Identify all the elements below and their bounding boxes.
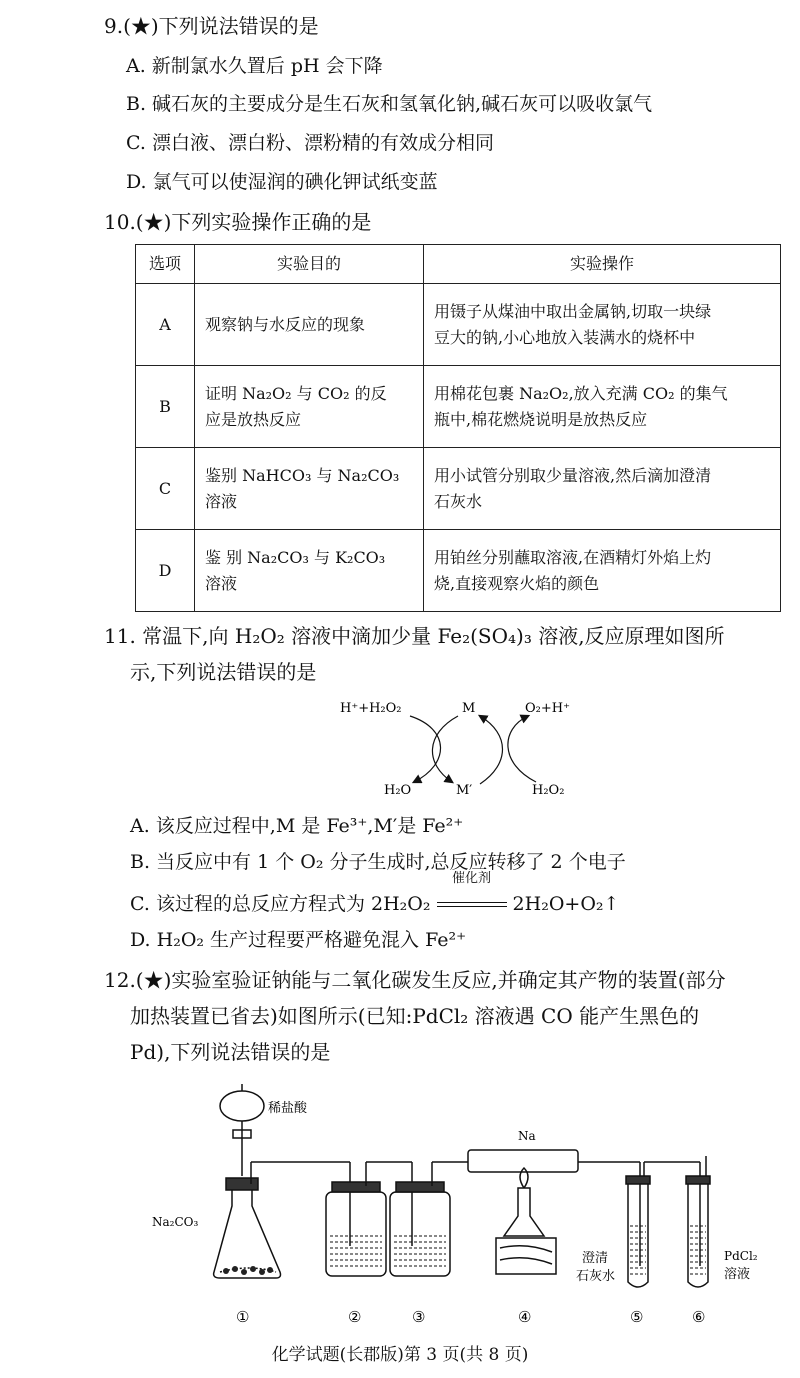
table-row [136, 448, 781, 530]
q9-title: 9.(★)下列说法错误的是 [104, 14, 319, 38]
q9-option-a: A. 新制氯水久置后 pH 会下降 [126, 55, 383, 77]
row-purpose: 鉴别 NaHCO₃ 与 Na₂CO₃ 溶液 [195, 448, 424, 530]
label-h2o: H₂O [384, 783, 412, 798]
apparatus-diagram [140, 1076, 780, 1336]
label-na2co3: Na₂CO₃ [152, 1215, 199, 1229]
row-option: D [136, 530, 195, 612]
lamp-stand [496, 1238, 556, 1274]
lamp-flame [520, 1168, 528, 1188]
row-purpose: 证明 Na₂O₂ 与 CO₂ 的反 应是放热反应 [195, 366, 424, 448]
arrow-left-to-h2o [410, 716, 441, 782]
header-purpose: 实验目的 [195, 245, 424, 284]
q12-line2: 加热装置已省去)如图所示(已知:PdCl₂ 溶液遇 CO 能产生黑色的 [130, 1004, 700, 1028]
header-option: 选项 [136, 245, 195, 284]
test-tube-pdcl2 [688, 1184, 708, 1287]
q11-option-a: A. 该反应过程中,M 是 Fe³⁺,M′是 Fe²⁺ [130, 815, 464, 837]
table-row [136, 530, 781, 612]
label-h-plus-h2o2: H⁺+H₂O₂ [340, 701, 402, 716]
q11-option-b: B. 当反应中有 1 个 O₂ 分子生成时,总反应转移了 2 个电子 [130, 851, 626, 873]
table-row [136, 284, 781, 366]
test-tube-limewater [628, 1184, 648, 1287]
q10-title: 10.(★)下列实验操作正确的是 [104, 210, 372, 234]
conical-flask [214, 1190, 281, 1278]
q12-line3: Pd),下列说法错误的是 [130, 1040, 331, 1064]
label-num-2: ② [348, 1308, 362, 1326]
q9-option-c: C. 漂白液、漂白粉、漂粉精的有效成分相同 [126, 132, 494, 154]
flask-stopper [226, 1178, 258, 1190]
wash-bottle-2 [390, 1192, 450, 1276]
arrow-h2o2-to-o2 [508, 716, 536, 782]
label-num-5: ⑤ [630, 1308, 644, 1326]
catalytic-cycle-diagram [340, 694, 620, 804]
row-option: B [136, 366, 195, 448]
arrow-m-prime-to-m [480, 716, 503, 784]
wash-bottle-1 [326, 1192, 386, 1276]
experiment-table [135, 244, 781, 612]
label-pdcl2-1: PdCl₂ [724, 1249, 758, 1263]
q9-option-b: B. 碱石灰的主要成分是生石灰和氢氧化钠,碱石灰可以吸收氯气 [126, 93, 653, 115]
q11-option-d: D. H₂O₂ 生产过程要严格避免混入 Fe²⁺ [130, 929, 467, 951]
row-purpose: 观察钠与水反应的现象 [195, 284, 424, 366]
header-operation: 实验操作 [424, 245, 781, 284]
label-num-3: ③ [412, 1308, 426, 1326]
q12-line1: 12.(★)实验室验证钠能与二氧化碳发生反应,并确定其产物的装置(部分 [104, 968, 726, 992]
page-footer: 化学试题(长郡版)第 3 页(共 8 页) [271, 1345, 529, 1365]
row-operation: 用小试管分别取少量溶液,然后滴加澄清 石灰水 [424, 448, 781, 530]
label-h2o2: H₂O₂ [532, 783, 565, 798]
label-m: M [462, 701, 476, 716]
label-limewater-2: 石灰水 [576, 1269, 616, 1284]
row-option: C [136, 448, 195, 530]
label-dilute-hcl: 稀盐酸 [268, 1101, 308, 1116]
label-num-6: ⑥ [692, 1308, 706, 1326]
label-na: Na [518, 1129, 536, 1143]
separatory-funnel [220, 1091, 264, 1121]
row-option: A [136, 284, 195, 366]
label-limewater-1: 澄清 [582, 1251, 609, 1266]
q11-option-c: C. 该过程的总反应方程式为 2H₂O₂ 催化剂 2H₂O+O₂↑ [130, 890, 619, 918]
table-header-row [136, 245, 781, 284]
label-pdcl2-2: 溶液 [724, 1267, 751, 1282]
row-operation: 用棉花包裹 Na₂O₂,放入充满 CO₂ 的集气 瓶中,棉花燃烧说明是放热反应 [424, 366, 781, 448]
catalyst-equals-sign: 催化剂 [437, 890, 507, 918]
row-operation: 用铂丝分别蘸取溶液,在酒精灯外焰上灼 烧,直接观察火焰的颜色 [424, 530, 781, 612]
label-o2-h-plus: O₂+H⁺ [525, 701, 570, 716]
label-num-4: ④ [518, 1308, 532, 1326]
arrow-m-to-m-prime [432, 716, 458, 782]
alcohol-lamp [504, 1188, 544, 1236]
label-m-prime: M′ [456, 783, 473, 798]
q9-option-d: D. 氯气可以使湿润的碘化钾试纸变蓝 [126, 171, 438, 193]
q11-line1: 11. 常温下,向 H₂O₂ 溶液中滴加少量 Fe₂(SO₄)₃ 溶液,反应原理如图所 [104, 624, 725, 648]
table-row [136, 366, 781, 448]
q11-line2: 示,下列说法错误的是 [130, 660, 317, 684]
label-num-1: ① [236, 1308, 250, 1326]
row-purpose: 鉴 别 Na₂CO₃ 与 K₂CO₃ 溶液 [195, 530, 424, 612]
row-operation: 用镊子从煤油中取出金属钠,切取一块绿 豆大的钠,小心地放入装满水的烧杯中 [424, 284, 781, 366]
